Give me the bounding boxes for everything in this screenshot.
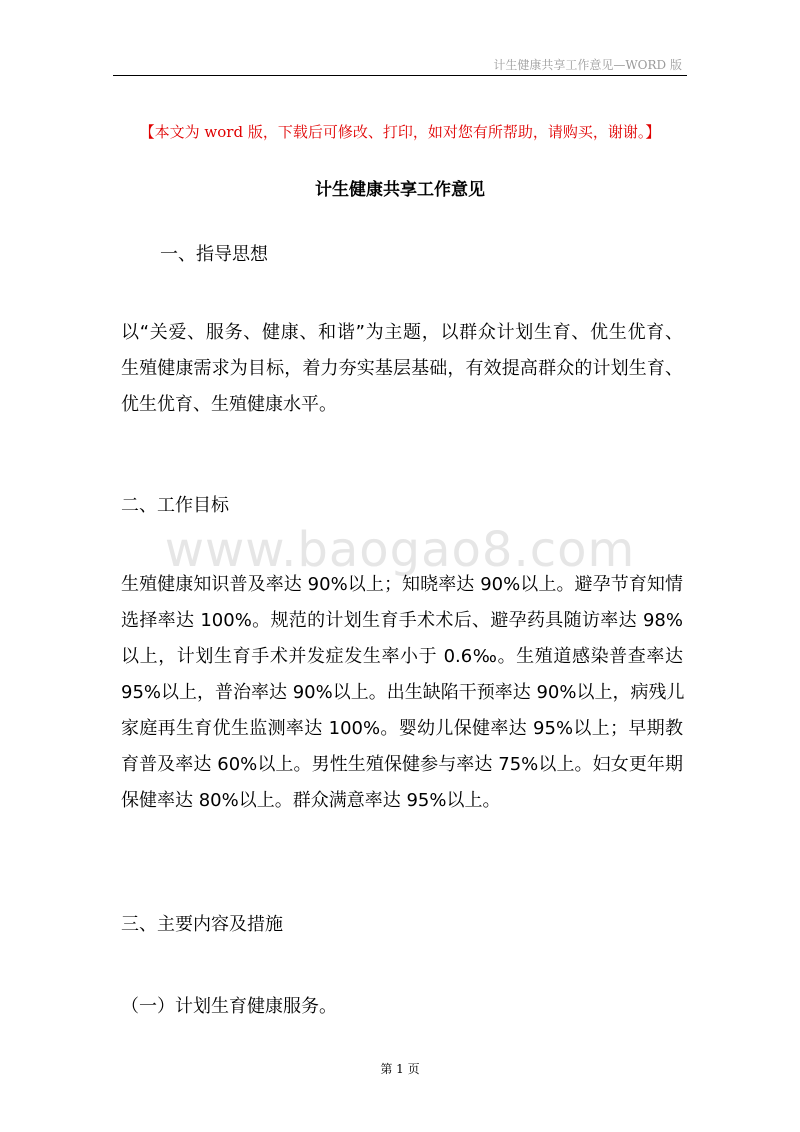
paragraph-line: 选择率达 100%。规范的计划生育手术术后、避孕药具随访率达 98% xyxy=(121,610,683,631)
paragraph-line: 优生优育、生殖健康水平。 xyxy=(121,394,337,415)
subsection-heading-health-services: （一）计划生育健康服务。 xyxy=(121,996,337,1017)
paragraph-work-goals xyxy=(121,567,683,819)
section-heading-main-content: 三、主要内容及措施 xyxy=(121,914,283,935)
paragraph-line: 育普及率达 60%以上。男性生殖保健参与率达 75%以上。妇女更年期 xyxy=(121,754,683,775)
paragraph-line: 家庭再生育优生监测率达 100%。婴幼儿保健率达 95%以上；早期教 xyxy=(121,718,683,739)
paragraph-guiding-ideology xyxy=(121,315,683,423)
section-heading-guiding-ideology: 一、指导思想 xyxy=(160,244,268,265)
paragraph-line: 95%以上，普治率达 90%以上。出生缺陷干预率达 90%以上，病残儿 xyxy=(121,682,685,703)
purchase-notice: 【本文为 word 版，下载后可修改、打印，如对您有所帮助，请购买，谢谢。】 xyxy=(139,123,661,141)
section-heading-work-goals: 二、工作目标 xyxy=(121,495,229,516)
watermark-text: www.baogao8.com xyxy=(164,522,636,578)
paragraph-line: 以上，计划生育手术并发症发生率小于 0.6‰。生殖道感染普查率达 xyxy=(121,646,683,667)
paragraph-line: 生殖健康知识普及率达 90%以上；知晓率达 90%以上。避孕节育知情 xyxy=(121,574,683,595)
header-divider xyxy=(113,75,687,76)
paragraph-line: 生殖健康需求为目标，着力夯实基层基础，有效提高群众的计划生育、 xyxy=(121,358,683,379)
paragraph-line: 保健率达 80%以上。群众满意率达 95%以上。 xyxy=(121,790,501,811)
document-title: 计生健康共享工作意见 xyxy=(315,180,485,200)
running-header-title: 计生健康共享工作意见—WORD 版 xyxy=(493,58,682,72)
paragraph-line: 以“关爱、服务、健康、和谐”为主题，以群众计划生育、优生优育、 xyxy=(121,322,683,343)
page-number: 第 1 页 xyxy=(380,1062,420,1076)
